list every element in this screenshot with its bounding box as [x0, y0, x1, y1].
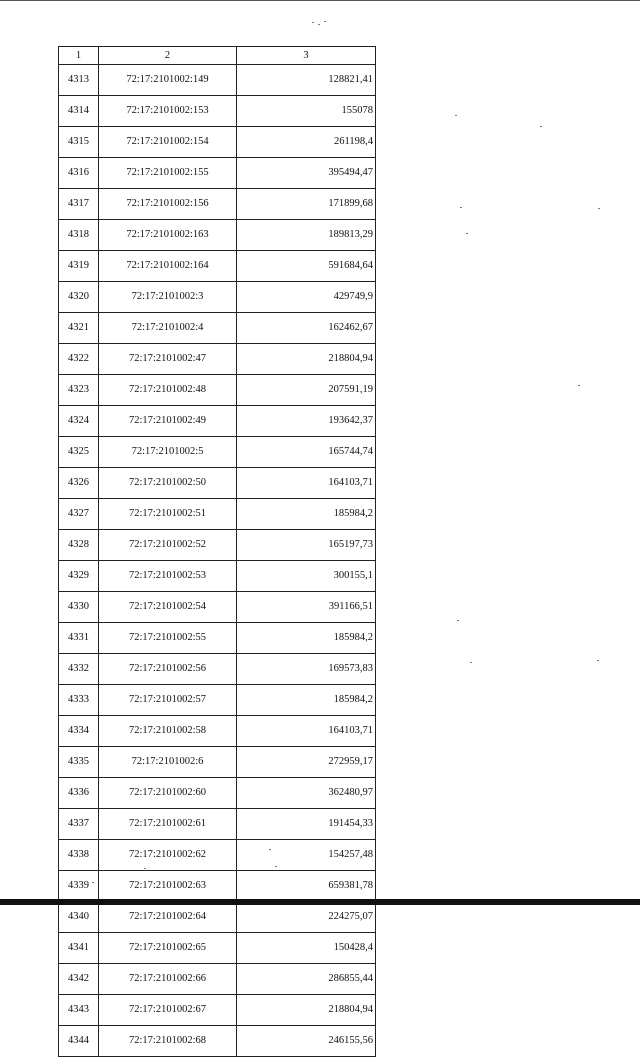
scan-speck	[269, 849, 271, 850]
table-row	[59, 96, 376, 127]
value-cell: 185984,2	[237, 685, 376, 716]
row-number-cell: 4340	[59, 902, 99, 933]
scan-speck	[457, 620, 459, 621]
table-row	[59, 871, 376, 902]
cadastral-number-cell: 72:17:2101002:163	[99, 220, 237, 251]
row-number-cell: 4313	[59, 65, 99, 96]
table-row	[59, 313, 376, 344]
value-cell: 162462,67	[237, 313, 376, 344]
cadastral-number-cell: 72:17:2101002:60	[99, 778, 237, 809]
cadastral-number-cell: 72:17:2101002:49	[99, 406, 237, 437]
value-cell: 185984,2	[237, 623, 376, 654]
value-cell: 362480,97	[237, 778, 376, 809]
scan-speck	[455, 115, 457, 116]
cadastral-number-cell: 72:17:2101002:58	[99, 716, 237, 747]
value-cell: 391166,51	[237, 592, 376, 623]
value-cell: 246155,56	[237, 1026, 376, 1057]
table-row	[59, 778, 376, 809]
row-number-cell: 4331	[59, 623, 99, 654]
cadastral-number-cell: 72:17:2101002:153	[99, 96, 237, 127]
table-row	[59, 840, 376, 871]
value-cell: 189813,29	[237, 220, 376, 251]
header-col-2: 2	[99, 47, 237, 65]
table-row	[59, 530, 376, 561]
table-row	[59, 220, 376, 251]
header-col-3: 3	[237, 47, 376, 65]
scan-speck	[598, 208, 600, 209]
value-cell: 300155,1	[237, 561, 376, 592]
row-number-cell: 4334	[59, 716, 99, 747]
row-number-cell: 4335	[59, 747, 99, 778]
cadastral-number-cell: 72:17:2101002:68	[99, 1026, 237, 1057]
table-row	[59, 375, 376, 406]
cadastral-number-cell: 72:17:2101002:6	[99, 747, 237, 778]
value-cell: 164103,71	[237, 468, 376, 499]
row-number-cell: 4318	[59, 220, 99, 251]
value-cell: 164103,71	[237, 716, 376, 747]
cadastral-number-cell: 72:17:2101002:155	[99, 158, 237, 189]
table-row	[59, 685, 376, 716]
value-cell: 395494,47	[237, 158, 376, 189]
value-cell: 154257,48	[237, 840, 376, 871]
row-number-cell: 4317	[59, 189, 99, 220]
scan-speck	[275, 866, 277, 867]
cadastral-number-cell: 72:17:2101002:66	[99, 964, 237, 995]
scan-top-edge	[0, 0, 640, 1]
row-number-cell: 4328	[59, 530, 99, 561]
row-number-cell: 4315	[59, 127, 99, 158]
cadastral-number-cell: 72:17:2101002:52	[99, 530, 237, 561]
scan-speck	[318, 24, 320, 25]
scan-speck	[540, 126, 542, 127]
row-number-cell: 4323	[59, 375, 99, 406]
row-number-cell: 4314	[59, 96, 99, 127]
row-number-cell: 4337	[59, 809, 99, 840]
table-row	[59, 189, 376, 220]
scan-speck	[144, 868, 146, 869]
header-col-1: 1	[59, 47, 99, 65]
value-cell: 155078	[237, 96, 376, 127]
table-row	[59, 902, 376, 933]
row-number-cell: 4324	[59, 406, 99, 437]
cadastral-number-cell: 72:17:2101002:164	[99, 251, 237, 282]
scan-speck	[460, 207, 462, 208]
cadastral-number-cell: 72:17:2101002:4	[99, 313, 237, 344]
value-cell: 193642,37	[237, 406, 376, 437]
value-cell: 261198,4	[237, 127, 376, 158]
table-row	[59, 623, 376, 654]
cadastral-number-cell: 72:17:2101002:56	[99, 654, 237, 685]
cadastral-number-cell: 72:17:2101002:62	[99, 840, 237, 871]
value-cell: 286855,44	[237, 964, 376, 995]
table-row	[59, 1026, 376, 1057]
row-number-cell: 4336	[59, 778, 99, 809]
header-row	[59, 47, 376, 65]
value-cell: 150428,4	[237, 933, 376, 964]
row-number-cell: 4319	[59, 251, 99, 282]
row-number-cell: 4338	[59, 840, 99, 871]
table-row	[59, 964, 376, 995]
value-cell: 659381,78	[237, 871, 376, 902]
value-cell: 169573,83	[237, 654, 376, 685]
table-row	[59, 654, 376, 685]
cadastral-number-cell: 72:17:2101002:55	[99, 623, 237, 654]
table-row	[59, 995, 376, 1026]
cadastral-number-cell: 72:17:2101002:156	[99, 189, 237, 220]
value-cell: 128821,41	[237, 65, 376, 96]
scan-speck	[92, 882, 94, 883]
cadastral-number-cell: 72:17:2101002:53	[99, 561, 237, 592]
row-number-cell: 4316	[59, 158, 99, 189]
scan-speck	[597, 660, 599, 661]
value-cell: 224275,07	[237, 902, 376, 933]
row-number-cell: 4330	[59, 592, 99, 623]
table-row	[59, 65, 376, 96]
value-cell: 185984,2	[237, 499, 376, 530]
cadastral-number-cell: 72:17:2101002:149	[99, 65, 237, 96]
row-number-cell: 4326	[59, 468, 99, 499]
table-row	[59, 561, 376, 592]
cadastral-number-cell: 72:17:2101002:64	[99, 902, 237, 933]
row-number-cell: 4320	[59, 282, 99, 313]
cadastral-number-cell: 72:17:2101002:57	[99, 685, 237, 716]
value-cell: 591684,64	[237, 251, 376, 282]
row-number-cell: 4322	[59, 344, 99, 375]
document-table-container	[58, 46, 375, 1057]
row-number-cell: 4339	[59, 871, 99, 902]
cadastral-number-cell: 72:17:2101002:65	[99, 933, 237, 964]
value-cell: 165744,74	[237, 437, 376, 468]
cadastral-number-cell: 72:17:2101002:48	[99, 375, 237, 406]
value-cell: 191454,33	[237, 809, 376, 840]
row-number-cell: 4332	[59, 654, 99, 685]
value-cell: 165197,73	[237, 530, 376, 561]
table-row	[59, 747, 376, 778]
table-row	[59, 933, 376, 964]
table-row	[59, 158, 376, 189]
cadastral-value-table	[58, 46, 376, 1057]
table-row	[59, 344, 376, 375]
table-row	[59, 468, 376, 499]
cadastral-number-cell: 72:17:2101002:63	[99, 871, 237, 902]
row-number-cell: 4341	[59, 933, 99, 964]
value-cell: 218804,94	[237, 995, 376, 1026]
value-cell: 272959,17	[237, 747, 376, 778]
cadastral-number-cell: 72:17:2101002:154	[99, 127, 237, 158]
scan-speck	[312, 22, 314, 23]
cadastral-number-cell: 72:17:2101002:5	[99, 437, 237, 468]
table-row	[59, 592, 376, 623]
scan-speck	[466, 233, 468, 234]
row-number-cell: 4327	[59, 499, 99, 530]
cadastral-number-cell: 72:17:2101002:51	[99, 499, 237, 530]
table-header	[59, 47, 376, 65]
table-row	[59, 251, 376, 282]
value-cell: 429749,9	[237, 282, 376, 313]
scan-speck	[470, 662, 472, 663]
row-number-cell: 4321	[59, 313, 99, 344]
table-row	[59, 716, 376, 747]
table-row	[59, 809, 376, 840]
table-body	[59, 65, 376, 1057]
row-number-cell: 4344	[59, 1026, 99, 1057]
table-row	[59, 127, 376, 158]
row-number-cell: 4342	[59, 964, 99, 995]
cadastral-number-cell: 72:17:2101002:47	[99, 344, 237, 375]
row-number-cell: 4333	[59, 685, 99, 716]
scan-speck	[578, 385, 580, 386]
cadastral-number-cell: 72:17:2101002:3	[99, 282, 237, 313]
row-number-cell: 4343	[59, 995, 99, 1026]
cadastral-number-cell: 72:17:2101002:67	[99, 995, 237, 1026]
table-row	[59, 282, 376, 313]
cadastral-number-cell: 72:17:2101002:54	[99, 592, 237, 623]
scan-speck	[324, 21, 326, 22]
value-cell: 171899,68	[237, 189, 376, 220]
table-row	[59, 437, 376, 468]
table-row	[59, 499, 376, 530]
row-number-cell: 4329	[59, 561, 99, 592]
table-row	[59, 406, 376, 437]
cadastral-number-cell: 72:17:2101002:61	[99, 809, 237, 840]
value-cell: 218804,94	[237, 344, 376, 375]
scan-bottom-edge	[0, 899, 640, 905]
cadastral-number-cell: 72:17:2101002:50	[99, 468, 237, 499]
row-number-cell: 4325	[59, 437, 99, 468]
value-cell: 207591,19	[237, 375, 376, 406]
